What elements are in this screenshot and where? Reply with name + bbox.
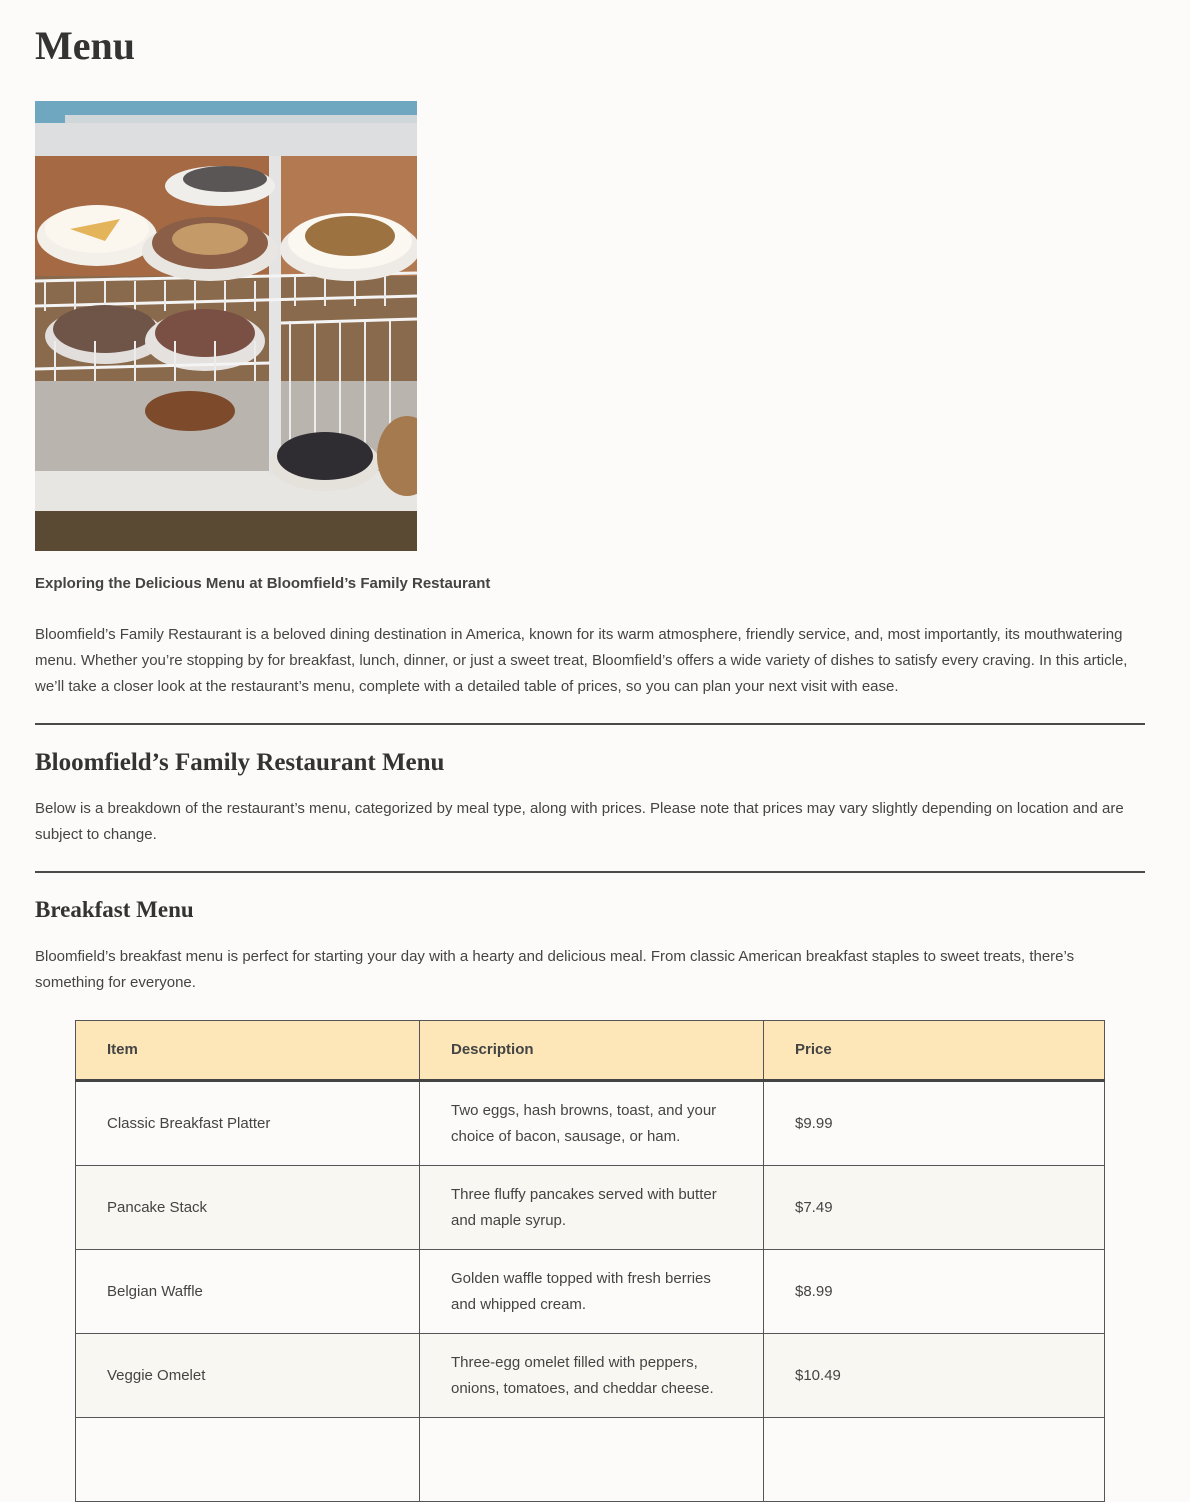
section-divider [35,723,1145,725]
item-price: $7.49 [764,1166,1105,1250]
table-row [76,1166,1105,1250]
item-description: Three-egg omelet filled with peppers, onions, tomatoes, and cheddar cheese. [420,1334,764,1418]
column-header-item: Item [76,1021,420,1081]
breakfast-menu-table [75,1020,1105,1502]
table-row [76,1334,1105,1418]
pie-display-illustration [35,101,417,551]
column-header-description: Description [420,1021,764,1081]
hero-image [35,101,417,551]
table-row [76,1250,1105,1334]
table-header-row [76,1021,1105,1081]
intro-paragraph: Bloomfield’s Family Restaurant is a beloved dining destination in America, known for its warm atmosphere, friendly service, and, most importantly, its mouthwatering menu. Whether you’re stopping by for breakfast, lunch, dinner, or just a sweet treat, Bloomfield’s offers a wide variety of dishes to satisfy every craving. In this article, we’ll take a closer look at the restaurant’s menu, complete with a detailed table of prices, so you can plan your next visit with ease. [35,626,1128,695]
item-price: $8.99 [764,1250,1105,1334]
item-name: Belgian Waffle [76,1250,420,1334]
item-description [420,1418,764,1502]
menu-section-paragraph: Below is a breakdown of the restaurant’s menu, categorized by meal type, along with prices. Please note that prices may vary slightly depending on location and are subject to change. [35,800,1124,843]
item-price: $10.49 [764,1334,1105,1418]
item-price [764,1418,1105,1502]
item-name [76,1418,420,1502]
section-divider [35,871,1145,873]
item-name: Pancake Stack [76,1166,420,1250]
table-row [76,1418,1105,1502]
table-row [76,1081,1105,1166]
item-description: Golden waffle topped with fresh berries and whipped cream. [420,1250,764,1334]
breakfast-section-paragraph: Bloomfield’s breakfast menu is perfect for starting your day with a hearty and delicious meal. From classic American breakfast staples to sweet treats, there’s something for everyone. [35,948,1075,991]
item-name: Classic Breakfast Platter [76,1081,420,1166]
item-name: Veggie Omelet [76,1334,420,1418]
column-header-price: Price [764,1021,1105,1081]
item-description: Two eggs, hash browns, toast, and your choice of bacon, sausage, or ham. [420,1081,764,1166]
breakfast-section-title: Breakfast Menu [35,897,194,922]
intro-heading: Exploring the Delicious Menu at Bloomfield’s Family Restaurant [35,575,491,592]
page-title: Menu [35,23,135,68]
item-price: $9.99 [764,1081,1105,1166]
menu-section-title: Bloomfield’s Family Restaurant Menu [35,749,445,776]
item-description: Three fluffy pancakes served with butter and maple syrup. [420,1166,764,1250]
